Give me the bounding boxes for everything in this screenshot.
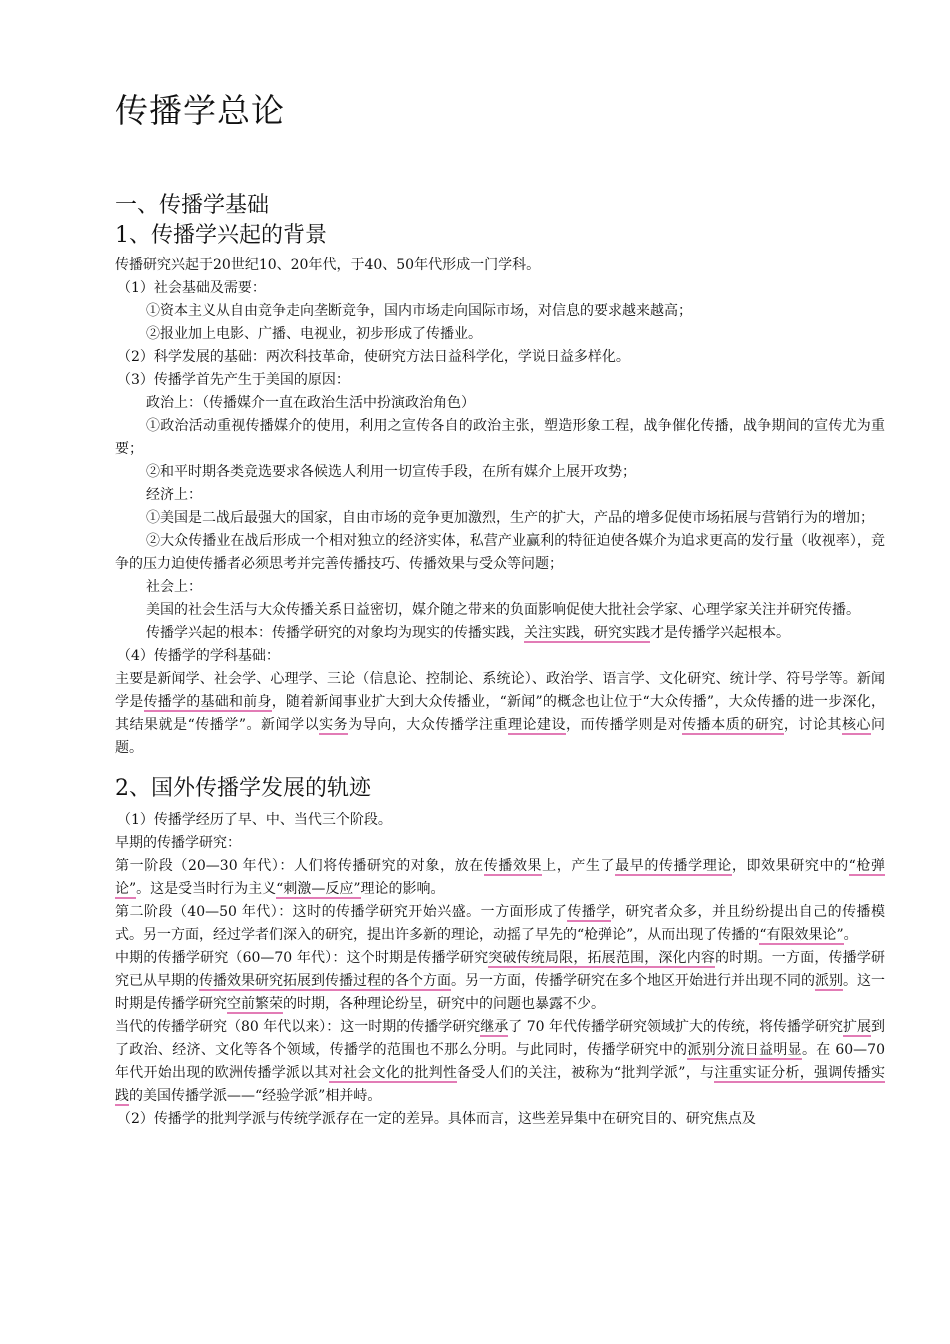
underlined-text: 注重实证分析，强调传播实践	[115, 1065, 885, 1104]
paragraph: 早期的传播学研究：	[115, 835, 241, 851]
text-run: 当代的传播学研究（80 年代以来）：这一时期的传播学研究	[115, 1019, 481, 1035]
underlined-text: 传播本质的研究	[682, 717, 784, 733]
text-run: 到了政治、经济、文化等各个领域，传播学的范围也不那么分明。与此同时，传播学研究中的	[115, 1019, 886, 1058]
paragraph: ②大众传播业在战后形成一个相对独立的经济实体，私营产业赢利的特征迫使各媒介为追求更高的发行量（收视率），竞争的压力迫使传播者必须思考并完善传播技巧、传播效果与受众等问题；	[115, 533, 885, 572]
text-run: 。这一时期是传播学研究	[115, 973, 885, 1012]
paragraph: ②和平时期各类竞选要求各候选人利用一切宣传手段，在所有媒介上展开攻势；	[146, 464, 636, 480]
text-run: 为导向，大众传播学注重	[348, 717, 508, 733]
underlined-text: 核心	[841, 717, 872, 733]
paragraph	[115, 947, 885, 1016]
text-run: 中期的传播学研究（60—70 年代）：这个时期是传播学研究	[115, 950, 489, 966]
paragraph	[115, 622, 885, 645]
text-run: ，随着新闻事业扩大到大众传播业，“新闻”的概念也让位于“大众传播”，大众传播的进一步深化，其结果就是“传播学”。新闻学以	[115, 694, 886, 733]
paragraph: 经济上：	[146, 487, 202, 503]
paragraph: 传播研究兴起于20世纪10、20年代，于40、50年代形成一门学科。	[115, 257, 541, 273]
underlined-text: 传播效果研究拓展到传播过程的各个方面	[199, 973, 451, 989]
paragraph: ①资本主义从自由竞争走向垄断竞争，国内市场走向国际市场，对信息的要求越来越高；	[146, 303, 692, 319]
text-run: ，而传播学则是对	[566, 717, 683, 733]
underlined-text: 传播学的基础和前身	[143, 694, 272, 710]
underlined-text: 继承	[480, 1019, 509, 1035]
text-run: 的时期，各种理论纷呈，研究中的问题也暴露不少。	[283, 996, 605, 1012]
paragraph: ②报业加上电影、广播、电视业，初步形成了传播业。	[146, 326, 482, 342]
underlined-text: 理论建设	[507, 717, 567, 733]
underlined-text: 空前繁荣	[227, 996, 283, 1012]
text-run: 传播学兴起的根本：传播学研究的对象均为现实的传播实践，	[146, 625, 524, 641]
text-run: 备受人们的关注，被称为“批判学派”，与	[457, 1065, 715, 1081]
subsection-heading: 2、国外传播学发展的轨迹	[115, 776, 371, 801]
text-run: ，研究者众多，并且纷纷提出自己的传播模式。另一方面，经过学者们深入的研究，提出许多新的理论，动摇了早先的“枪弹论”，从而出现了传播的	[115, 904, 886, 943]
paragraph: （2）科学发展的基础：两次科技革命，使研究方法日益科学化，学说日益多样化。	[117, 349, 630, 365]
text-run: 才是传播学兴起根本。	[650, 625, 790, 641]
text-run: 的美国传播学派——“经验学派”相并峙。	[129, 1088, 382, 1104]
paragraph: 社会上：	[146, 579, 202, 595]
paragraph: （1）传播学经历了早、中、当代三个阶段。	[117, 812, 392, 828]
underlined-text: 最早的传播学理论	[615, 858, 732, 874]
underlined-text: 传播学	[567, 904, 611, 920]
paragraph: （1）社会基础及需要：	[117, 280, 266, 296]
text-run: 。	[843, 927, 858, 943]
paragraph: 政治上：（传播媒介一直在政治生活中扮演政治角色）	[146, 395, 475, 411]
text-run: 上，产生了	[542, 858, 616, 874]
text-run: 第一阶段（20—30 年代）：人们将传播研究的对象，放在	[115, 858, 484, 874]
underlined-text: 派别分流日益明显	[687, 1042, 802, 1058]
paragraph: （3）传播学首先产生于美国的原因：	[117, 372, 350, 388]
underlined-text: “刺激—反应”	[276, 881, 361, 897]
paragraph: （4）传播学的学科基础：	[117, 648, 280, 664]
underlined-text: 对社会文化的批判性	[328, 1065, 458, 1081]
document-page	[115, 84, 885, 1131]
paragraph	[115, 668, 885, 760]
text-run: ，讨论其	[783, 717, 842, 733]
underlined-text: “有限效果论”	[759, 927, 844, 943]
text-run: 。另一方面，传播学研究在多个地区开始进行并出现不同的	[451, 973, 815, 989]
underlined-text: 传播效果	[483, 858, 543, 874]
text-run: 。在 60—70 年代开始出现的欧洲传播学派以其	[115, 1042, 885, 1081]
paragraph: （2）传播学的批判学派与传统学派存在一定的差异。具体而言，这些差异集中在研究目的、研究焦点及	[117, 1111, 756, 1127]
section-heading: 一、传播学基础	[115, 193, 270, 218]
paragraph: ①政治活动重视传播媒介的使用，利用之宣传各自的政治主张，塑造形象工程，战争催化传播，战争期间的宣传尤为重要；	[115, 418, 885, 457]
text-run: 。这是受当时行为主义	[136, 881, 277, 897]
text-run: 第二阶段（40—50 年代）：这时的传播学研究开始兴盛。一方面形成了	[115, 904, 568, 920]
text-run: 主要是新闻学、社会学、心理学、三论（信息论、控制论、系统论）、政治学、语言学、文化研究、统计学、符号学等。新闻学是	[115, 671, 885, 710]
text-run: 了 70 年代传播学研究领域扩大的传统，将传播学研究	[508, 1019, 844, 1035]
text-run: 理论的影响。	[360, 881, 445, 897]
paragraph	[115, 1016, 885, 1108]
paragraph	[115, 855, 885, 901]
document-title: 传播学总论	[115, 91, 285, 130]
underlined-text: “枪弹论”	[115, 858, 886, 897]
paragraph: ①美国是二战后最强大的国家，自由市场的竞争更加激烈，生产的扩大，产品的增多促使市场拓展与营销行为的增加；	[146, 510, 874, 526]
paragraph	[115, 901, 885, 947]
text-run: 的时期。一方面，传播学研究已从早期的	[115, 950, 886, 989]
text-run: 问题。	[115, 717, 886, 756]
underlined-text: 派别	[815, 973, 843, 989]
underlined-text: 关注实践，研究实践	[524, 625, 650, 641]
subsection-heading: 1、传播学兴起的背景	[115, 223, 327, 248]
text-run: ，即效果研究中的	[731, 858, 849, 874]
paragraph: 美国的社会生活与大众传播关系日益密切，媒介随之带来的负面影响促使大批社会学家、心理学家关注并研究传播。	[146, 602, 860, 618]
underlined-text: 扩展	[843, 1019, 872, 1035]
underlined-text: 实务	[319, 717, 349, 733]
underlined-text: 突破传统局限，拓展范围，深化内容	[488, 950, 716, 966]
